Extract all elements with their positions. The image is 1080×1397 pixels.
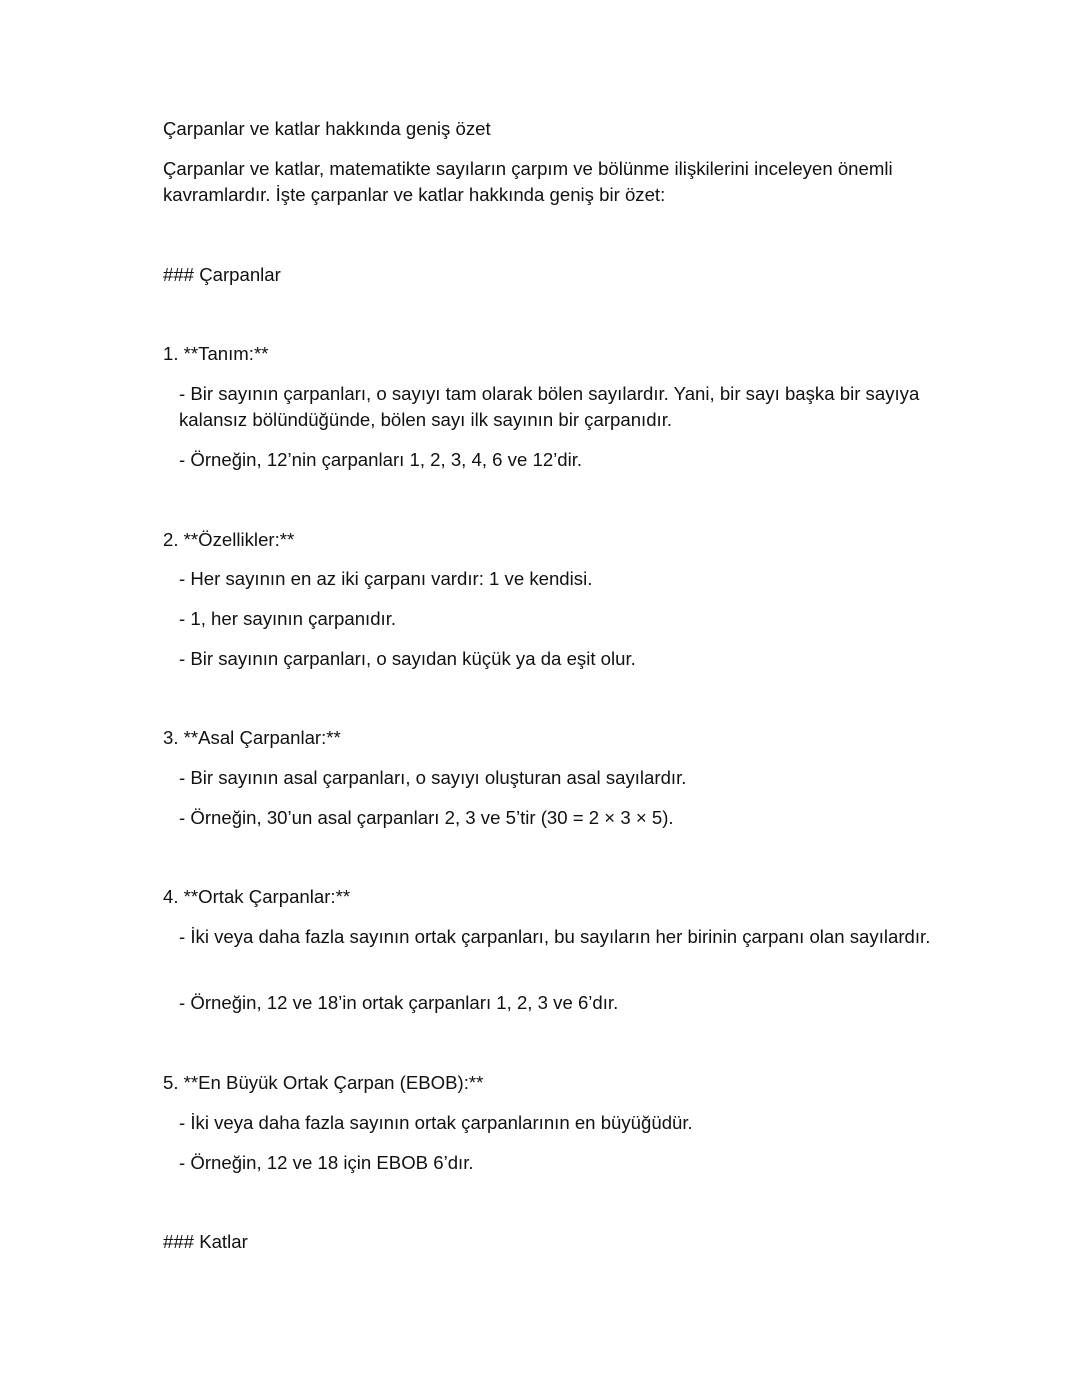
intro-paragraph: Çarpanlar ve katlar, matematikte sayıların çarpım ve bölünme ilişkilerini inceleyen önemli kavramlardır. İşte çarpanlar ve katlar hakkında geniş bir özet: [163, 158, 898, 205]
item-3-bullet-1: - Bir sayının asal çarpanları, o sayıyı oluşturan asal sayılardır. [179, 767, 687, 788]
section-heading-katlar: ### Katlar [163, 1231, 248, 1252]
item-4-heading: 4. **Ortak Çarpanlar:** [163, 886, 351, 907]
item-4-bullet-1: - İki veya daha fazla sayının ortak çarpanları, bu sayıların her birinin çarpanı olan sayılardır. [179, 926, 931, 947]
item-1-bullet-2: - Örneğin, 12’nin çarpanları 1, 2, 3, 4, 6 ve 12’dir. [179, 449, 583, 470]
item-2-heading: 2. **Özellikler:** [163, 529, 295, 550]
item-1-heading: 1. **Tanım:** [163, 343, 269, 364]
section-heading-carpanlar: ### Çarpanlar [163, 264, 281, 285]
item-2-bullet-3: - Bir sayının çarpanları, o sayıdan küçük ya da eşit olur. [179, 648, 636, 669]
item-5-bullet-2: - Örneğin, 12 ve 18 için EBOB 6’dır. [179, 1152, 474, 1173]
item-2-bullet-1: - Her sayının en az iki çarpanı vardır: 1 ve kendisi. [179, 568, 593, 589]
item-3-bullet-2: - Örneğin, 30’un asal çarpanları 2, 3 ve 5’tir (30 = 2 × 3 × 5). [179, 807, 674, 828]
item-3-heading: 3. **Asal Çarpanlar:** [163, 727, 341, 748]
document-title: Çarpanlar ve katlar hakkında geniş özet [163, 118, 491, 139]
item-1-bullet-1: - Bir sayının çarpanları, o sayıyı tam olarak bölen sayılardır. Yani, bir sayı başka bir sayıya kalansız bölündüğünde, bölen sayı ilk sayının bir çarpanıdır. [179, 383, 925, 430]
item-5-heading: 5. **En Büyük Ortak Çarpan (EBOB):** [163, 1072, 484, 1093]
item-4-bullet-2: - Örneğin, 12 ve 18’in ortak çarpanları 1, 2, 3 ve 6’dır. [179, 992, 619, 1013]
item-2-bullet-2: - 1, her sayının çarpanıdır. [179, 608, 397, 629]
item-5-bullet-1: - İki veya daha fazla sayının ortak çarpanlarının en büyüğüdür. [179, 1112, 693, 1133]
